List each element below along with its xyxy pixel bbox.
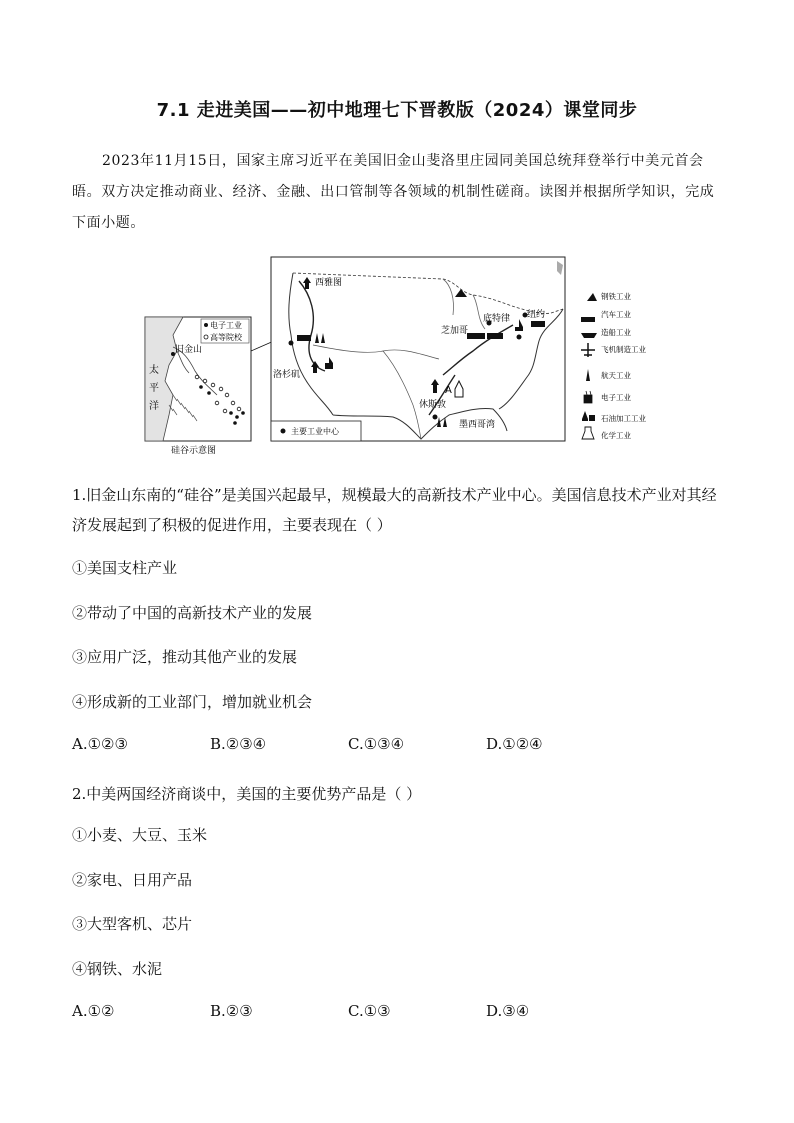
legend-petroleum: 石油加工工业 <box>601 414 646 423</box>
q2-choice-d: D.③④ <box>486 1002 530 1020</box>
inset-caption: 硅谷示意图 <box>171 446 217 456</box>
q2-choice-a: A.①② <box>72 1002 115 1020</box>
q2-choice-b: B.②③ <box>210 1002 253 1020</box>
industry-legend <box>581 291 646 440</box>
usa-main-map <box>271 257 565 441</box>
legend-steel: 钢铁工业 <box>601 292 631 301</box>
city-houston: 休斯敦 <box>419 400 447 410</box>
legend-auto: 汽车工业 <box>601 310 631 319</box>
question-1-stem: 1.旧金山东南的“硅谷”是美国兴起最早，规模最大的高新技术产业中心。美国信息技术产业对其经济发展起到了积极的促进作用，主要表现在（ ） <box>72 486 717 534</box>
ocean-char-3: 洋 <box>149 401 159 412</box>
city-los-angeles: 洛杉矶 <box>273 370 301 380</box>
q1-choice-b: B.②③④ <box>210 735 267 753</box>
q1-item-2: ②带动了中国的高新技术产业的发展 <box>72 604 313 622</box>
q2-item-1: ①小麦、大豆、玉米 <box>72 826 208 844</box>
silicon-valley-inset <box>145 317 285 456</box>
legend-aircraft: 飞机制造工业 <box>601 345 646 354</box>
legend-electronics: 电子工业 <box>601 393 631 402</box>
legend-shipbuilding: 造船工业 <box>601 328 631 337</box>
q1-item-1: ①美国支柱产业 <box>72 559 178 577</box>
city-new-york: 纽约 <box>527 310 546 320</box>
intro-paragraph: 2023年11月15日，国家主席习近平在美国旧金山斐洛里庄园同美国总统拜登举行中美元首会晤。双方决定推动商业、经济、金融、出口管制等各领域的机制性磋商。读图并根据所学知识，完成下面小题。 <box>72 153 715 231</box>
map-figure <box>143 255 663 465</box>
q2-choice-c: C.①③ <box>348 1002 391 1020</box>
ocean-char-2: 平 <box>149 383 159 394</box>
legend-aerospace: 航天工业 <box>601 371 631 380</box>
q2-item-3: ③大型客机、芯片 <box>72 915 193 933</box>
q2-item-4: ④钢铁、水泥 <box>72 960 163 978</box>
q1-choice-d: D.①②④ <box>486 735 543 753</box>
legend-chemical: 化学工业 <box>601 431 631 440</box>
q1-choice-a: A.①②③ <box>72 735 128 753</box>
inset-legend-universities: 高等院校 <box>210 333 242 342</box>
q2-item-2: ②家电、日用产品 <box>72 871 193 889</box>
ocean-char-1: 太 <box>149 365 159 376</box>
point-a-label: A <box>445 385 452 396</box>
city-detroit: 底特律 <box>483 314 511 324</box>
inset-city-label: 旧金山 <box>175 345 203 355</box>
q1-item-3: ③应用广泛，推动其他产业的发展 <box>72 648 298 666</box>
city-seattle: 西雅图 <box>315 278 343 288</box>
q1-choice-c: C.①③④ <box>348 735 405 753</box>
q1-item-4: ④形成新的工业部门，增加就业机会 <box>72 693 313 711</box>
gulf-of-mexico: 墨西哥湾 <box>459 420 496 430</box>
map-svg <box>143 255 663 465</box>
page-title: 7.1 走进美国——初中地理七下晋教版（2024）课堂同步 <box>156 100 638 121</box>
center-legend-label: 主要工业中心 <box>291 427 339 436</box>
inset-legend-electronics: 电子工业 <box>210 321 242 330</box>
city-chicago: 芝加哥 <box>441 326 469 336</box>
question-2-stem: 2.中美两国经济商谈中，美国的主要优势产品是（ ） <box>72 785 422 803</box>
